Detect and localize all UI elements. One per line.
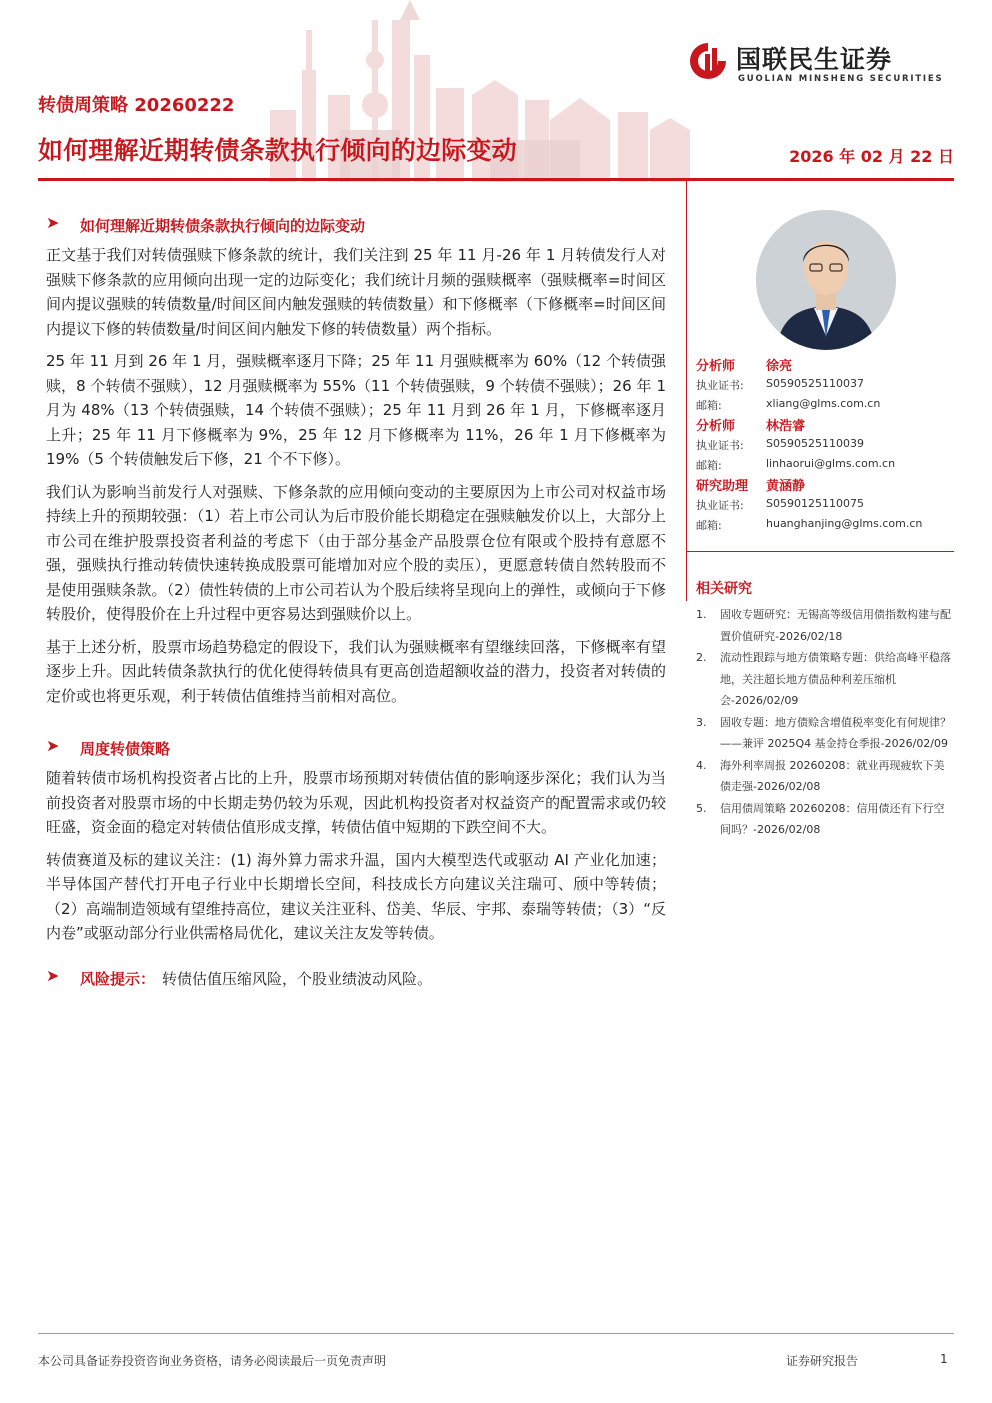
analyst-role-row	[696, 415, 954, 435]
bullet-arrow-icon: ➤	[46, 736, 60, 755]
item-number: 3.	[696, 715, 707, 729]
section-heading-text: 如何理解近期转债条款执行倾向的边际变动	[80, 217, 366, 235]
item-text: 固收专题：地方债赊含增值税率变化有何规律？——兼评 2025Q4 基金持仓季报-2026/02/09	[720, 715, 951, 750]
section-heading-text: 周度转债策略	[80, 740, 171, 758]
item-text: 海外利率周报 20260208：就业再现疲软下美债走强-2026/02/08	[720, 758, 945, 793]
footer-disclaimer: 本公司具备证券投资咨询业务资格，请务必阅读最后一页免责声明	[38, 1354, 387, 1368]
analyst-name: 徐亮	[766, 359, 793, 374]
related-research-item[interactable]	[696, 647, 954, 712]
analyst-cert-row	[696, 495, 954, 515]
related-research-item[interactable]	[696, 798, 954, 841]
paragraph: 随着转债市场机构投资者占比的上升，股票市场预期对转债估值的影响逐步深化；我们认为当前投资者对股票市场的中长期走势仍较为乐观，因此机构投资者对权益资产的配置需求或仍较旺盛，资金面的稳定对转债估值形成支撑，转债估值中短期的下跌空间不大。	[46, 769, 666, 836]
analyst-role: 分析师	[696, 359, 736, 374]
analyst-cert-row	[696, 435, 954, 455]
item-text: 流动性跟踪与地方债策略专题：供给高峰平稳落地，关注超长地方债品种利差压缩机会-2026/02/09	[720, 651, 951, 707]
column-divider	[686, 181, 687, 601]
analyst-photo	[756, 210, 896, 350]
risk-warning	[46, 966, 666, 990]
main-content	[46, 213, 666, 990]
related-research-item[interactable]	[696, 604, 954, 647]
header-rule	[38, 178, 954, 181]
analyst-name: 林浩睿	[766, 419, 806, 434]
section-heading	[46, 736, 666, 760]
related-research-item[interactable]	[696, 755, 954, 798]
email-label: 邮箱:	[696, 459, 722, 472]
brand-name-en: GUOLIAN MINSHENG SECURITIES	[738, 74, 944, 84]
risk-label: 风险提示：	[80, 969, 156, 988]
bullet-arrow-icon: ➤	[46, 965, 60, 985]
paragraph: 25 年 11 月到 26 年 1 月，强赎概率逐月下降；25 年 11 月强赎概率为 60%（12 个转债强赎，8 个转债不强赎），12 月强赎概率为 55%（11 个转债强赎，9 个转债不强赎）；26 年 1 月为 48%（13 个转债强赎，14 个转债不强赎）；25 年 11 月到 26 年 1 月，下修概率逐月上升；25 年 11 月下修概率为 9%，25 年 12 月下修概率为 11%，26 年 1 月下修概率为 19%（5 个转债触发后下修，21 个不下修）。	[46, 352, 666, 468]
paragraph: 基于上述分析，股票市场趋势稳定的假设下，我们认为强赎概率有望继续回落，下修概率有望逐步上升。因此转债条款执行的优化使得转债具有更高创造超额收益的潜力，投资者对转债的定价或也将更乐观，利于转债估值维持当前相对高位。	[46, 637, 666, 705]
cert-label: 执业证书:	[696, 499, 744, 512]
analyst-email-row	[696, 455, 954, 475]
related-research	[696, 578, 954, 841]
analyst-email[interactable]: huanghanjing@glms.com.cn	[766, 517, 923, 530]
analyst-list	[696, 355, 954, 535]
analyst-role: 分析师	[696, 419, 736, 434]
paragraph: 正文基于我们对转债强赎下修条款的统计，我们关注到 25 年 11 月-26 年 1 月转债发行人对强赎下修条款的应用倾向出现一定的边际变化；我们统计月频的强赎概率（强赎概率=时间区间内提议强赎的转债数量/时间区间内触发强赎的转债数量）和下修概率（下修概率=时间区间内提议下修的转债数量/时间区间内触发下修的转债数量）两个指标。	[46, 246, 666, 338]
footer-rule	[38, 1333, 954, 1334]
email-label: 邮箱:	[696, 399, 722, 412]
analyst-role-row	[696, 475, 954, 495]
analyst-role: 研究助理	[696, 479, 749, 494]
paragraph: 转债赛道及标的建议关注：(1) 海外算力需求升温，国内大模型迭代或驱动 AI 产业化加速；半导体国产替代打开电子行业中长期增长空间，科技成长方向建议关注瑞可、颀中等转债；（2）高端制造领域有望维持高位，建议关注亚科、岱美、华辰、宇邦、泰瑞等转债；（3）“反内卷”或驱动部分行业供需格局优化，建议关注友发等转债。	[46, 850, 666, 942]
item-number: 2.	[696, 651, 707, 664]
item-number: 5.	[696, 801, 707, 815]
cert-label: 执业证书:	[696, 379, 744, 392]
footer-doc-type: 证券研究报告	[786, 1354, 859, 1368]
cert-number: S0590525110037	[766, 377, 864, 390]
paragraph: 我们认为影响当前发行人对强赎、下修条款的应用倾向变动的主要原因为上市公司对权益市场持续上升的预期较强：（1）若上市公司认为后市股价能长期稳定在强赎触发价以上，大部分上市公司在维护股票投资者利益的考虑下（由于部分基金产品股票仓位有限或个股持有意愿不强，强赎执行推动转债快速转换成股票可能增加对应个股的卖压），更愿意转债自然转股而不是使用强赎条款。（2）债性转债的上市公司若认为个股后续将呈现向上的弹性，或倾向于下修转股价，使得股价在上升过程中更容易达到强赎价以上。	[46, 482, 666, 623]
sidebar-rule	[686, 551, 954, 552]
analyst-email-row	[696, 515, 954, 535]
analyst-email-row	[696, 395, 954, 415]
brand-logo	[688, 40, 958, 88]
item-number: 1.	[696, 608, 707, 621]
item-number: 4.	[696, 758, 707, 772]
cert-number: S0590525110039	[766, 437, 864, 450]
page-number: 1	[940, 1352, 948, 1366]
item-text: 信用债周策略 20260208：信用债还有下行空间吗？-2026/02/08	[720, 801, 945, 836]
brand-name-cn: 国联民生证券	[736, 45, 893, 74]
analyst-email[interactable]: linhaorui@glms.com.cn	[766, 457, 896, 470]
analyst-cert-row	[696, 375, 954, 395]
section-heading	[46, 213, 666, 237]
risk-text: 转债估值压缩风险，个股业绩波动风险。	[162, 969, 433, 988]
analyst-name: 黄涵静	[766, 479, 806, 494]
report-date: 2026 年 02 月 22 日	[789, 147, 954, 166]
report-series: 转债周策略 20260222	[38, 95, 235, 116]
cert-number: S0590125110075	[766, 497, 864, 510]
analyst-email[interactable]: xliang@glms.com.cn	[766, 397, 881, 410]
brand-logo-mark-icon	[688, 40, 728, 82]
related-research-title: 相关研究	[696, 581, 752, 597]
bullet-arrow-icon: ➤	[46, 213, 60, 232]
report-title: 如何理解近期转债条款执行倾向的边际变动	[38, 136, 517, 165]
analyst-role-row	[696, 355, 954, 375]
item-text: 固收专题研究：无锡高等级信用债指数构建与配置价值研究-2026/02/18	[720, 608, 951, 643]
email-label: 邮箱:	[696, 519, 722, 532]
related-research-item[interactable]	[696, 712, 954, 755]
cert-label: 执业证书:	[696, 439, 744, 452]
